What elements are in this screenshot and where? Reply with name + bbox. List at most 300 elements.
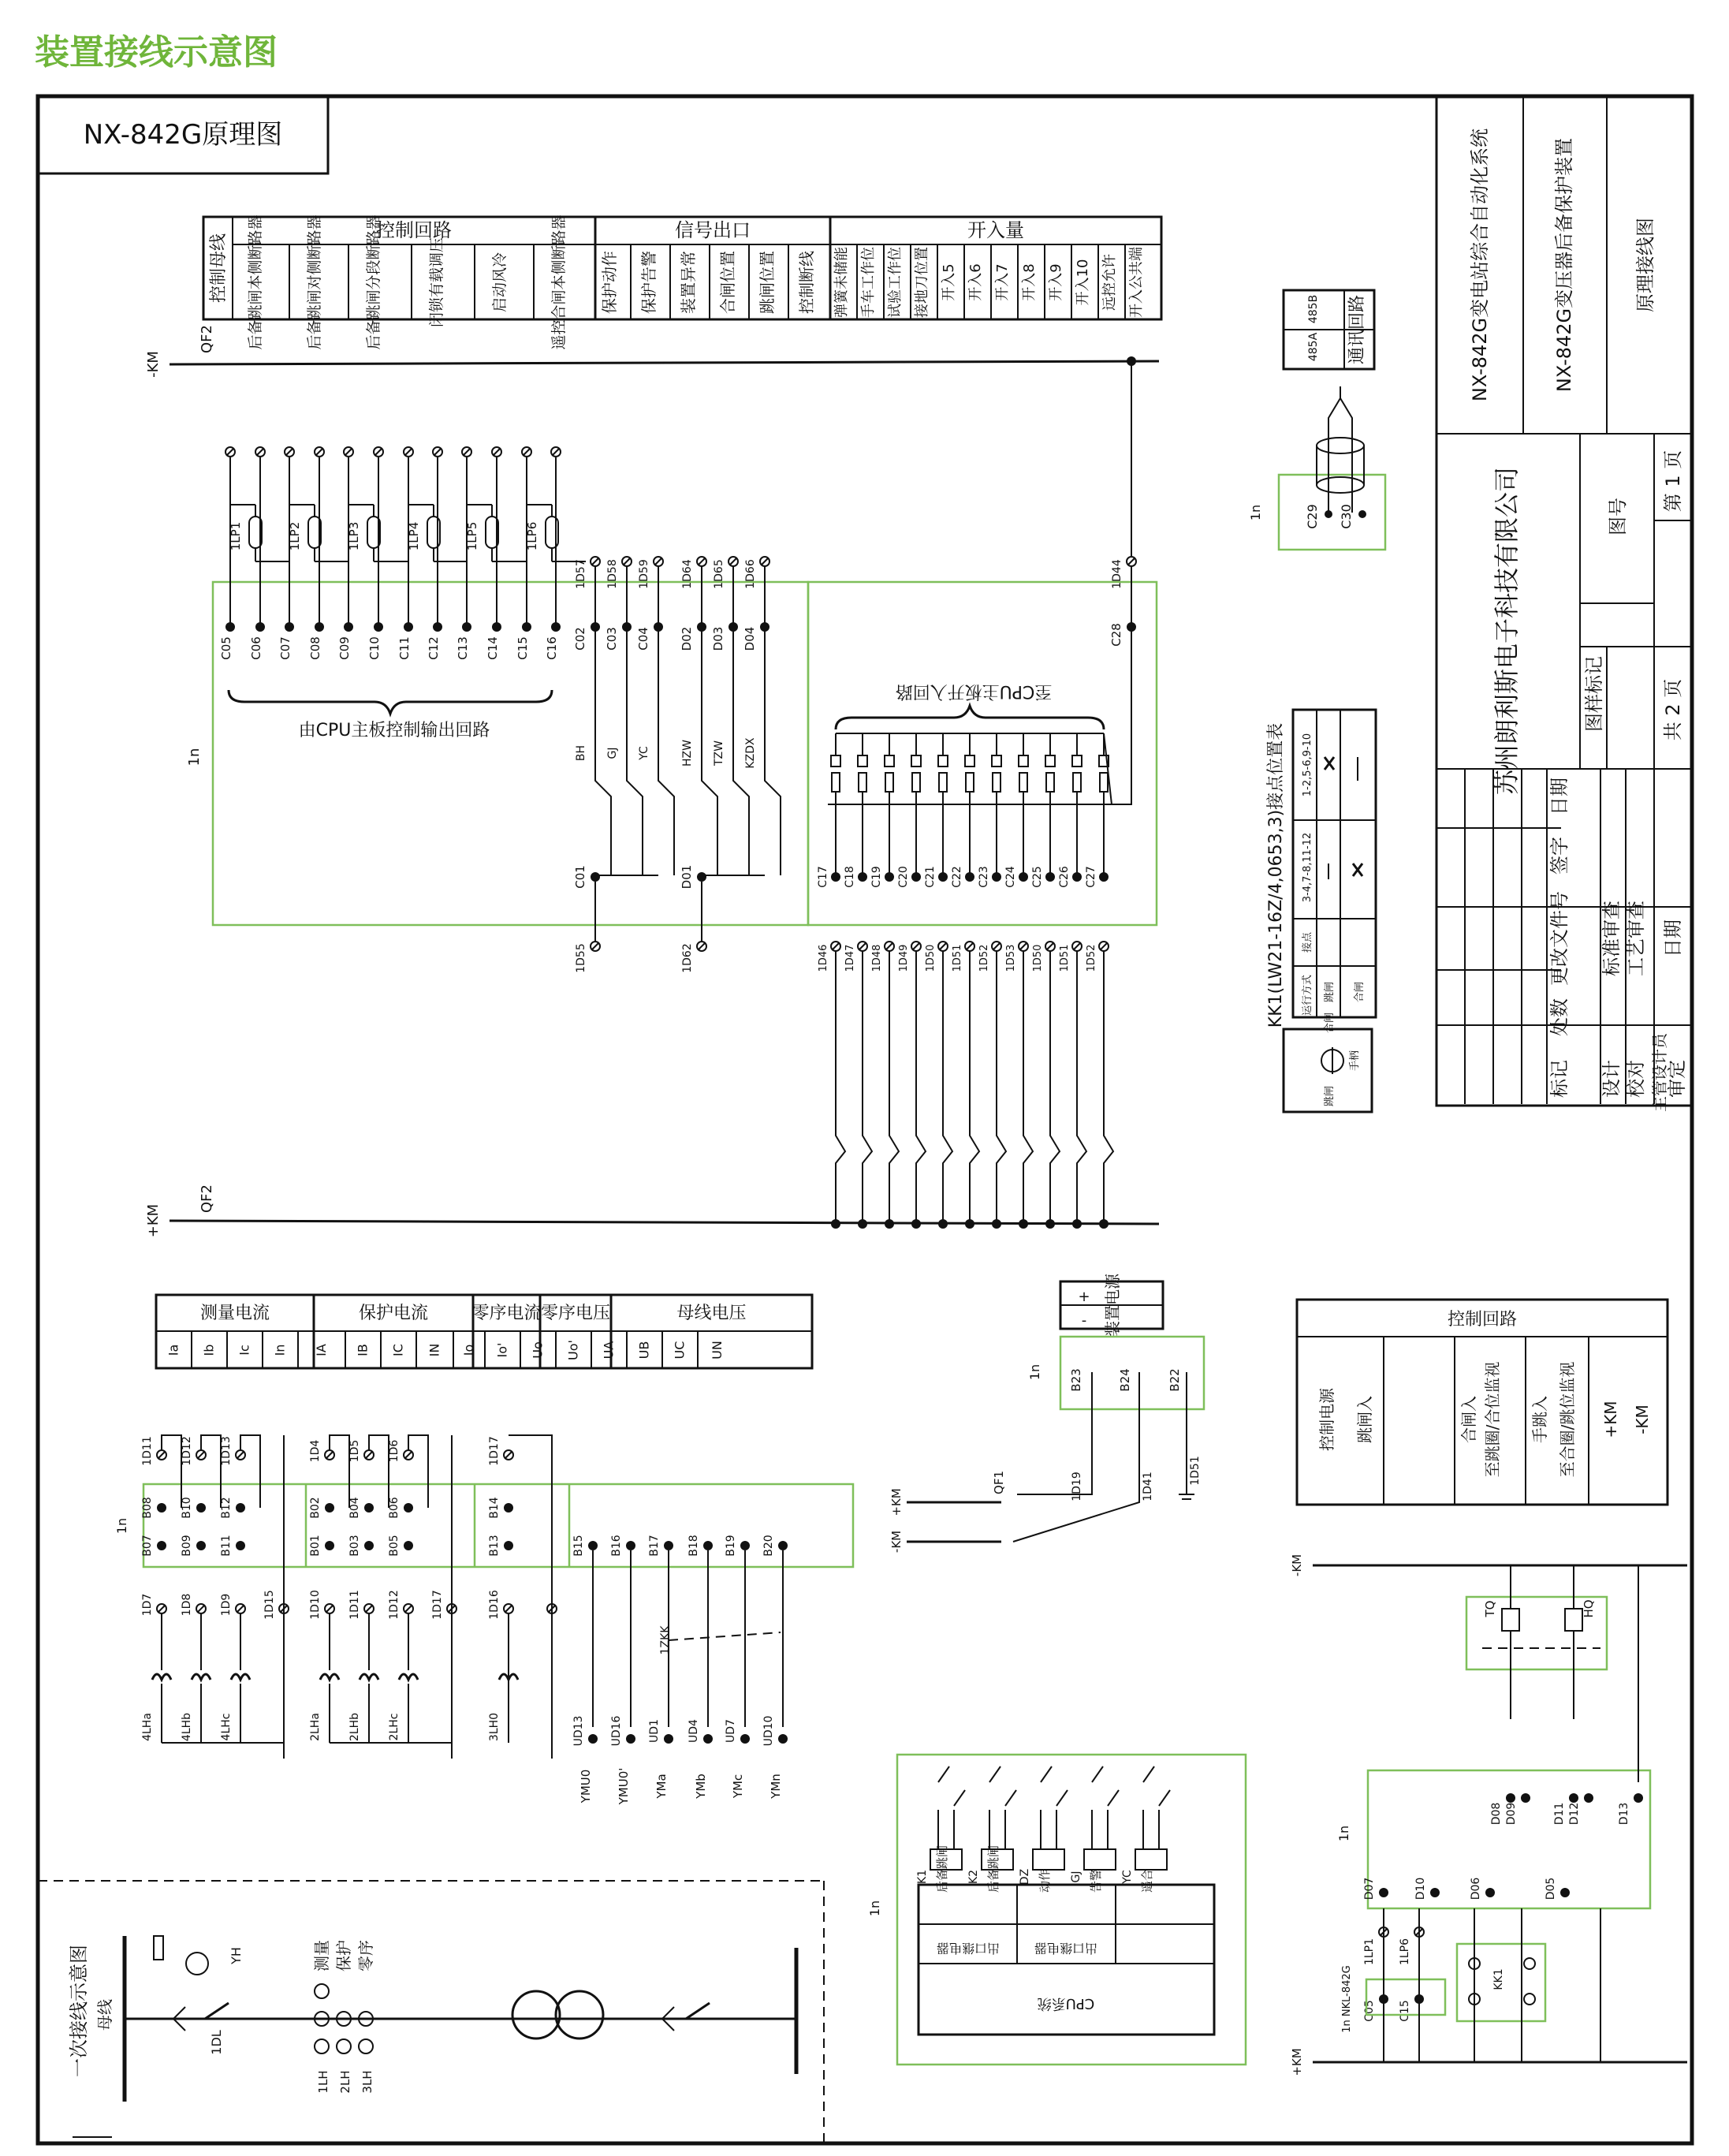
- kk-header-mode: 运行方式: [1302, 974, 1314, 1016]
- input-item-6: 开入6: [967, 263, 984, 301]
- c-ct: 3LH0: [488, 1712, 501, 1742]
- terminal-dot: [740, 1734, 750, 1744]
- top-bus: [145, 325, 1159, 1237]
- a-btop-2: B12: [220, 1497, 233, 1519]
- d-1D65: 1D65: [713, 559, 725, 589]
- c-term-C15: C15: [516, 636, 530, 660]
- relay-coil-YC: [1135, 1849, 1167, 1870]
- role-2: 校对: [1625, 1060, 1647, 1098]
- input-C25: C25: [1031, 866, 1044, 888]
- b-dbot-0: 1D10: [309, 1590, 322, 1620]
- relay-label-K1: K1: [916, 1869, 929, 1885]
- power-plus-km: +KM: [889, 1488, 904, 1516]
- a-btop-1: B10: [181, 1497, 193, 1519]
- terminal-dot: [938, 1219, 948, 1229]
- plus-km-top: +KM: [145, 1203, 162, 1238]
- relay-KZDX: KZDX: [744, 737, 757, 769]
- tc-plus-km: +KM: [1290, 2048, 1304, 2076]
- ctrl2-item-4: 至跳圈/合位监视: [1483, 1361, 1502, 1478]
- terminal-dot: [858, 1219, 867, 1229]
- terminal-dot: [1379, 1888, 1388, 1897]
- tc-top-D11: D11: [1553, 1802, 1566, 1826]
- d-1D64: 1D64: [681, 559, 694, 589]
- tc-lp-1LP1: 1LP1: [1363, 1938, 1376, 1966]
- ud-UD1: UD1: [648, 1719, 661, 1743]
- tc-bot-D06: D06: [1470, 1877, 1482, 1900]
- role2-2: 工艺审查: [1625, 901, 1647, 976]
- terminal-dot: [1485, 1888, 1495, 1897]
- terminal-dot: [404, 1503, 413, 1513]
- input-d-7: 1D53: [1005, 944, 1017, 972]
- sheet-no: 图号: [1607, 498, 1629, 535]
- measure-group-2: 保护电流: [358, 1304, 429, 1323]
- comm-485a: 485A: [1307, 332, 1320, 362]
- terminal-dot: [1072, 1219, 1082, 1229]
- power-plus: +: [1078, 1289, 1090, 1305]
- cpu-mid-1: 出口继电器: [936, 1941, 1001, 1956]
- signal-item-1: 保护动作: [600, 251, 619, 314]
- input-C22: C22: [951, 866, 963, 888]
- input-C17: C17: [817, 866, 829, 888]
- terminal-dot: [858, 872, 867, 882]
- terminal-dot: [697, 622, 706, 632]
- b-dbot-1: 1D11: [348, 1590, 361, 1620]
- terminal-dot: [236, 1503, 245, 1513]
- measure-col-IB: IB: [355, 1344, 371, 1356]
- b-bbot-2: B05: [388, 1535, 401, 1557]
- b-dtop-2: 1D6: [388, 1439, 401, 1463]
- input-C21: C21: [924, 866, 937, 888]
- ctrl2-item-6: 至合圈/跳位监视: [1558, 1361, 1577, 1478]
- tc-c-C05: C05: [1363, 2000, 1376, 2022]
- terminal-dot: [492, 622, 501, 632]
- comm-device: 1n: [1248, 504, 1263, 521]
- d-1D59: 1D59: [638, 559, 650, 589]
- ym-3: YMb: [694, 1774, 708, 1799]
- trip-close-block: [1290, 1554, 1687, 2076]
- role-4: 审定: [1666, 1060, 1688, 1098]
- terminal-dot: [285, 622, 294, 632]
- input-item-4: 接地刀位置: [914, 247, 930, 318]
- relay-HZW: HZW: [681, 740, 694, 767]
- terminal-dot: [622, 622, 632, 632]
- b-dcommon: 1D17: [431, 1590, 444, 1620]
- page-number: 第 1 页: [1662, 449, 1684, 513]
- company-name: 苏州朗利斯电子科技有限公司: [1492, 466, 1522, 796]
- ctrl-table-2: [1297, 1300, 1668, 1505]
- measure-col-Ia: Ia: [166, 1344, 181, 1356]
- ctrl2-title: 控制回路: [1447, 1310, 1518, 1330]
- terminal-dot: [462, 622, 471, 632]
- c-term-C10: C10: [367, 636, 382, 660]
- c-C04: C04: [636, 627, 650, 651]
- tc-c-C15: C15: [1399, 2000, 1411, 2022]
- terminal-dot: [374, 622, 383, 632]
- d-1D55: 1D55: [575, 943, 587, 973]
- terminal-dot: [778, 1734, 788, 1744]
- input-d-4: 1D50: [925, 944, 937, 972]
- a-bbot-1: B09: [181, 1535, 193, 1557]
- one-line-diagram: [38, 1881, 824, 2143]
- terminal-dot: [504, 1503, 513, 1513]
- input-d-0: 1D46: [818, 944, 829, 972]
- ctrl2-item-5: 手跳入: [1530, 1396, 1549, 1443]
- relay-label-GJ: GJ: [1070, 1871, 1082, 1883]
- input-item-1: 弹簧未储能: [833, 247, 850, 318]
- signal-item-5: 跳闸位置: [758, 251, 777, 314]
- terminal-dot: [1521, 1793, 1530, 1803]
- measure-col-Ic: Ic: [237, 1345, 252, 1356]
- kk-table: [1266, 710, 1376, 1112]
- terminal-dot: [654, 622, 663, 632]
- terminal-dot: [831, 1219, 840, 1229]
- tc-bot-D07: D07: [1363, 1877, 1376, 1900]
- outer-frame: [38, 96, 1692, 2143]
- relay-GJ: GJ: [606, 747, 619, 759]
- volt-B20: B20: [762, 1535, 775, 1557]
- terminal-dot: [1072, 872, 1082, 882]
- one-line-ct-3: 3LH: [360, 2070, 374, 2094]
- relay-func-3: 告警: [1089, 1868, 1103, 1893]
- role-3: 主管设计员: [1650, 1033, 1669, 1112]
- c-term-C11: C11: [397, 636, 412, 660]
- rev-col-4: 签字: [1548, 837, 1571, 875]
- terminal-dot: [196, 1541, 206, 1550]
- terminal-dot: [626, 1734, 635, 1744]
- terminal-dot: [626, 1541, 635, 1550]
- c-dtop: 1D17: [488, 1436, 501, 1466]
- power-b22: B22: [1168, 1368, 1182, 1392]
- power-1d51: 1D51: [1189, 1456, 1202, 1486]
- one-line-bus: 母线: [95, 1999, 114, 2031]
- signal-item-2: 保护告警: [639, 251, 658, 314]
- terminal-dot: [504, 1541, 513, 1550]
- a-dtop-1: 1D12: [181, 1436, 193, 1466]
- ud-UD7: UD7: [725, 1719, 737, 1743]
- power-device: 1n: [1027, 1363, 1042, 1381]
- terminal-dot: [1099, 1219, 1109, 1229]
- input-d-6: 1D52: [978, 944, 990, 972]
- kk-col1: 3-4,7-8,11-12: [1302, 832, 1314, 903]
- control-item-6: 遥控合闸本侧断路器: [550, 214, 568, 350]
- page-heading: 装置接线示意图: [35, 32, 278, 73]
- input-C18: C18: [844, 866, 856, 888]
- input-d-1: 1D47: [844, 944, 856, 972]
- cpu-input-label: 至CPU主板开入回路: [895, 681, 1053, 701]
- tc-minus-km: -KM: [1290, 1554, 1304, 1577]
- terminal-dot: [885, 1219, 894, 1229]
- diagram-title: NX-842G原理图: [83, 119, 283, 151]
- signal-group: 信号出口: [675, 219, 751, 241]
- volt-B16: B16: [610, 1535, 623, 1557]
- kk-header-contact: 接点: [1302, 931, 1314, 953]
- input-item-5: 开入5: [941, 263, 957, 301]
- input-C27: C27: [1085, 866, 1097, 888]
- relay-label-YC: YC: [1121, 1870, 1134, 1884]
- coil-tq: TQ: [1483, 1600, 1497, 1617]
- control-item-1: 后备跳闸本侧断路器: [247, 214, 264, 350]
- terminal-dot: [965, 1219, 974, 1229]
- c-D04: D04: [743, 626, 757, 651]
- control-item-5: 启动风冷: [491, 252, 509, 313]
- input-item-3: 试验工作位: [887, 247, 904, 318]
- input-item-2: 手车工作位: [860, 247, 877, 318]
- input-d-2: 1D48: [871, 944, 883, 972]
- ctrl2-item-2: 跳闸入: [1355, 1396, 1374, 1443]
- input-d-3: 1D49: [898, 944, 910, 972]
- a-bbot-0: B07: [141, 1535, 154, 1557]
- input-item-12: 开入公共端: [1128, 247, 1145, 318]
- terminal-dot: [1099, 872, 1109, 882]
- ym-5: YMn: [769, 1774, 783, 1799]
- tc-bot-D05: D05: [1545, 1877, 1557, 1900]
- one-line-func-2: 保护: [334, 1940, 353, 1971]
- ym-2: YMa: [654, 1774, 669, 1799]
- b-ct-0: 2LHa: [309, 1713, 322, 1741]
- rev-col-2: 处数: [1548, 998, 1571, 1036]
- terminal-dot: [1430, 1888, 1440, 1897]
- terminal-dot: [157, 1503, 166, 1513]
- terminal-dot: [522, 622, 531, 632]
- comm-c30: C30: [1339, 504, 1354, 529]
- comm-device-box: [1279, 475, 1385, 550]
- input-item-11: 远控允许: [1101, 254, 1118, 311]
- brace-input: [836, 706, 1104, 729]
- lp-1LP6: 1LP6: [525, 521, 539, 551]
- a-btop-0: B08: [141, 1497, 154, 1519]
- terminal-dot: [885, 872, 894, 882]
- measure-table: [156, 1295, 812, 1368]
- b-btop-2: B06: [388, 1497, 401, 1519]
- power-minus-km: -KM: [889, 1530, 904, 1554]
- role-1: 设计: [1600, 1060, 1623, 1098]
- ctrl2-item-3: 合闸入: [1459, 1396, 1478, 1443]
- input-d-8: 1D50: [1032, 944, 1044, 972]
- one-line-ct-2: 2LH: [338, 2070, 352, 2094]
- rev-col-1: 标记: [1548, 1060, 1571, 1098]
- power-1d19: 1D19: [1071, 1472, 1083, 1501]
- brace-output: [229, 690, 552, 714]
- measure-group-4: 零序电压: [540, 1304, 611, 1323]
- kk-row-close: 合闸: [1354, 981, 1366, 1003]
- terminal-dot: [404, 1541, 413, 1550]
- b-btop-0: B02: [309, 1497, 322, 1519]
- volt-B17: B17: [648, 1535, 661, 1557]
- c-term-C09: C09: [337, 636, 352, 660]
- measure-col-Io: Io: [461, 1344, 476, 1356]
- measure-col-UA: UA: [601, 1341, 617, 1360]
- tc-top-D13: D13: [1618, 1802, 1630, 1826]
- one-line-func-1: 测量: [312, 1940, 331, 1971]
- terminal-dot: [1506, 1793, 1515, 1803]
- common-C01: C01: [573, 865, 587, 889]
- a-dbot-0: 1D7: [141, 1593, 154, 1617]
- d-1D58: 1D58: [606, 559, 619, 589]
- lp-1LP5: 1LP5: [465, 521, 479, 551]
- terminal-dot: [703, 1541, 713, 1550]
- terminal-dot: [433, 622, 442, 632]
- control-item-4: 闭锁有载调压: [428, 237, 445, 328]
- a-dcommon: 1D15: [263, 1590, 276, 1620]
- b-bbot-0: B01: [309, 1535, 322, 1557]
- device-label-top: 1n: [186, 748, 203, 767]
- relay-TZW: TZW: [713, 740, 725, 766]
- title-block-text: [1469, 129, 1688, 1112]
- input-item-10: 开入10: [1075, 259, 1091, 306]
- measure-col-Uo: Uo: [530, 1341, 546, 1359]
- power-minus: -: [1081, 1312, 1087, 1329]
- control-item-3: 后备跳闸分段断路器: [365, 214, 382, 350]
- a-dtop-2: 1D13: [220, 1436, 233, 1466]
- volt-B18: B18: [688, 1535, 700, 1557]
- measure-col-IA: IA: [314, 1344, 329, 1356]
- terminal-dot: [325, 1503, 334, 1513]
- relay-func-0: 后备跳闸: [935, 1845, 949, 1893]
- a-dbot-2: 1D9: [220, 1593, 233, 1617]
- control-header-table: [203, 214, 1161, 349]
- one-line-dl: 1DL: [209, 2030, 224, 2055]
- c-C28: C28: [1109, 623, 1123, 647]
- terminal-dot: [697, 872, 706, 882]
- c-D02: D02: [680, 626, 694, 651]
- tc-bot-D10: D10: [1414, 1877, 1427, 1900]
- d-1D62: 1D62: [681, 943, 694, 973]
- ud-UD16: UD16: [610, 1715, 623, 1747]
- terminal-dot: [344, 622, 353, 632]
- terminal-dot: [664, 1734, 673, 1744]
- ym-1: YMU0': [617, 1767, 631, 1805]
- measure-group-5: 母线电压: [676, 1304, 747, 1323]
- measure-col-UN: UN: [710, 1341, 725, 1360]
- volt-B15: B15: [572, 1535, 585, 1557]
- signal-item-6: 控制断线: [797, 251, 816, 314]
- measure-col-Io': Io': [494, 1342, 510, 1358]
- comm-485b: 485B: [1307, 294, 1320, 324]
- cpu-output-label: 由CPU主板控制输出回路: [298, 721, 490, 740]
- terminal-dot: [1019, 872, 1028, 882]
- input-d-10: 1D52: [1086, 944, 1097, 972]
- terminal-dot: [591, 872, 600, 882]
- terminal-dot: [911, 872, 921, 882]
- tc-top-D09: D09: [1505, 1802, 1518, 1826]
- qf2-top: QF2: [199, 325, 215, 353]
- lp-1LP3: 1LP3: [347, 521, 361, 551]
- b-dtop-1: 1D5: [348, 1439, 361, 1463]
- relay-label-DZ: DZ: [1019, 1868, 1031, 1886]
- tc-nkl: 1n NKL-842G: [1341, 1965, 1353, 2033]
- terminal-dot: [778, 1541, 788, 1550]
- drawing-name: 原理接线图: [1634, 218, 1656, 312]
- measure-group-1: 测量电流: [199, 1304, 270, 1323]
- b-btop-1: B04: [348, 1497, 361, 1519]
- terminal-dot: [938, 872, 948, 882]
- product-name: NX-842G变压器后备保护装置: [1553, 137, 1575, 393]
- comm-c29: C29: [1305, 504, 1320, 529]
- kk-switch-handle: 手柄: [1349, 1050, 1361, 1072]
- relay-func-2: 动作: [1038, 1868, 1052, 1893]
- relay-label-K2: K2: [967, 1869, 980, 1885]
- ctrl2-item-7: +KM: [1601, 1401, 1620, 1438]
- kk-row-trip: 跳闸: [1324, 981, 1336, 1003]
- tc-top-D12: D12: [1568, 1802, 1581, 1826]
- c-bbot: B13: [488, 1535, 501, 1557]
- terminal-dot: [911, 1219, 921, 1229]
- terminal-dot: [1560, 1888, 1570, 1897]
- system-name: NX-842G变电站综合自动化系统: [1469, 128, 1491, 402]
- common-D01: D01: [680, 864, 694, 890]
- coil-hq: HQ: [1582, 1599, 1596, 1618]
- c-term-C07: C07: [278, 636, 293, 660]
- ctrl2-item-8: -KM: [1633, 1404, 1652, 1434]
- terminal-dot: [588, 1541, 598, 1550]
- ud-UD4: UD4: [688, 1719, 700, 1743]
- terminal-dot: [992, 872, 1001, 882]
- bus-label: 控制母线: [209, 233, 229, 304]
- page-total: 共 2 页: [1662, 678, 1684, 741]
- rev-col-3: 更改文件号: [1548, 891, 1571, 986]
- cpu-device: 1n: [867, 1900, 882, 1917]
- measure-col-IN: IN: [427, 1343, 442, 1357]
- input-item-8: 开入8: [1021, 263, 1038, 301]
- d-1D57: 1D57: [575, 559, 587, 589]
- terminal-dot: [831, 872, 840, 882]
- terminal-dot: [591, 622, 600, 632]
- input-d-9: 1D51: [1059, 944, 1071, 972]
- kk-switch-trip: 跳闸: [1324, 1085, 1336, 1107]
- measure-col-UC: UC: [672, 1341, 688, 1360]
- b-ct-2: 2LHc: [388, 1713, 401, 1741]
- zkk: 1ZKK: [659, 1625, 672, 1655]
- b-ct-1: 2LHb: [348, 1712, 361, 1742]
- b-dbot-2: 1D12: [388, 1590, 401, 1620]
- terminal-dot: [1127, 622, 1136, 632]
- rev-col-5: 日期: [1548, 778, 1571, 815]
- control-item-2: 后备跳闸对侧断路器: [306, 214, 323, 350]
- terminal-dot: [315, 622, 324, 632]
- ud-UD10: UD10: [762, 1715, 775, 1747]
- ctrl2-item-1: 控制电源: [1317, 1388, 1336, 1451]
- one-line-title: 一次接线示意图: [68, 1945, 90, 2077]
- tc-kk: KK1: [1492, 1968, 1505, 1990]
- terminal-dot: [325, 1541, 334, 1550]
- a-dtop-0: 1D11: [141, 1436, 154, 1466]
- terminal-dot: [364, 1541, 374, 1550]
- lp-1LP1: 1LP1: [229, 521, 243, 551]
- comm-title: 通讯回路: [1347, 294, 1367, 365]
- control-group: 控制回路: [376, 219, 452, 241]
- cpu-system: CPU系统: [1037, 1995, 1095, 2012]
- measure-col-In: In: [272, 1344, 288, 1356]
- power-qf1: QF1: [992, 1471, 1006, 1494]
- terminal-dot: [1045, 1219, 1055, 1229]
- measure-col-Ib: Ib: [201, 1344, 217, 1356]
- ud-UD13: UD13: [572, 1715, 585, 1747]
- b-bbot-1: B03: [348, 1535, 361, 1557]
- power-b23: B23: [1069, 1368, 1083, 1392]
- c-term-C16: C16: [545, 636, 559, 660]
- terminal-dot: [1569, 1793, 1578, 1803]
- c-term-C14: C14: [486, 636, 500, 660]
- tc-lp-1LP6: 1LP6: [1399, 1938, 1411, 1966]
- cpu-block: [867, 1755, 1246, 2065]
- terminal-dot: [236, 1541, 245, 1550]
- terminal-dot: [992, 1219, 1001, 1229]
- a-ct-2: 4LHc: [220, 1713, 233, 1741]
- terminal-dot: [196, 1503, 206, 1513]
- sample-mark: 图样标记: [1583, 656, 1605, 732]
- d-1D66: 1D66: [744, 559, 757, 589]
- terminal-dot: [404, 622, 413, 632]
